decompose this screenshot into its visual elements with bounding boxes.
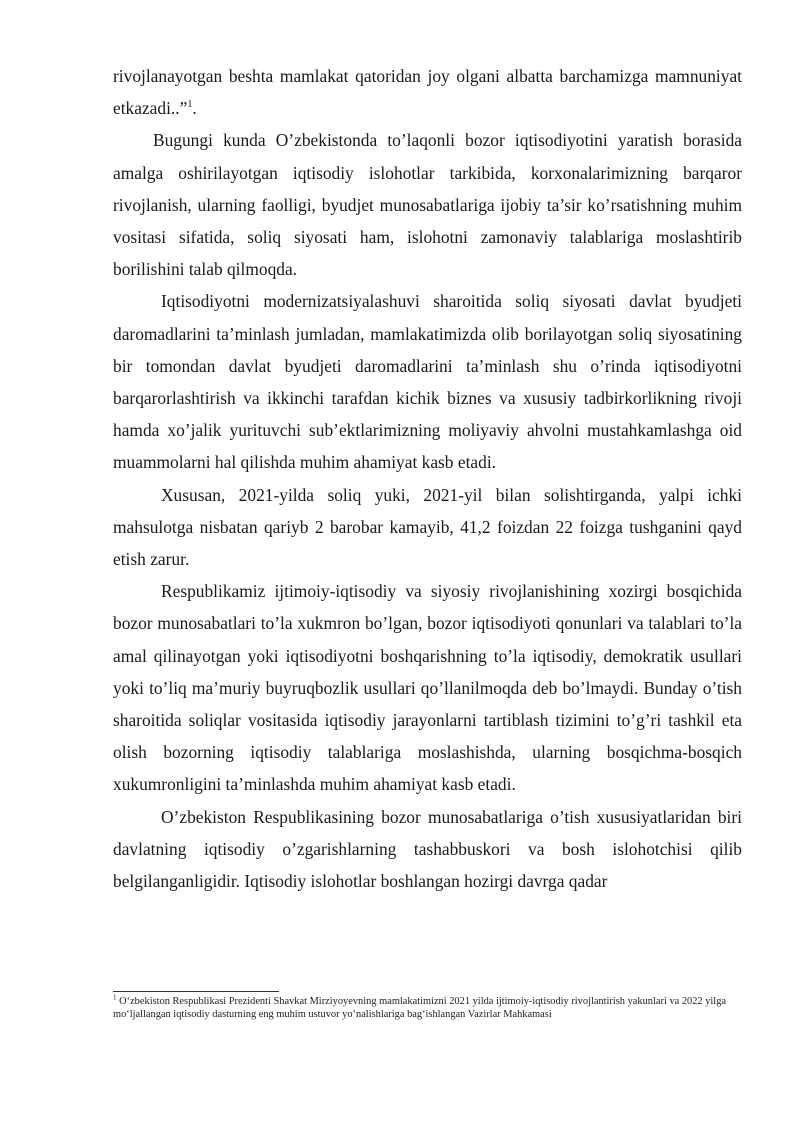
paragraph-4: Xususan, 2021-yilda soliq yuki, 2021-yil bilan solishtirganda, yalpi ichki mahsulotga nisbatan qariyb 2 barobar kamayib, 41,2 foizdan 22 foizga tushganini qayd etish zarur. bbox=[113, 484, 742, 570]
paragraph-5: Respublikamiz ijtimoiy-iqtisodiy va siyosiy rivojlanishining xozirgi bosqichida bozor munosabatlari to’la xukmron bo’lgan, bozor iqtisodiyoti qonunlari va talablari to’la amal qilinayotgan yoki iqtisodiyotni boshqarishning to’la iqtisodiy, demokratik usullari yoki to’liq ma’muriy buyruqbozlik usullari qo’llanilmoqda deb bo’lmaydi. Bunday o’tish sharoitida soliqlar vositasida iqtisodiy jarayonlarni tartiblash tizimini to’g’ri tashkil eta olish bozorning iqtisodiy talablariga moslashishda, ularning bosqichma-bosqich xukumronligini ta’minlashda muhim ahamiyat kasb etadi. bbox=[113, 581, 742, 795]
footnote bbox=[113, 995, 742, 1021]
paragraph-6: O’zbekiston Respublikasining bozor munosabatlariga o’tish xususiyatlaridan biri davlatning iqtisodiy o’zgarishlarning tashabbuskori va bosh islohotchisi qilib belgilanganligidir. Iqtisodiy islohotlar boshlangan hozirgi davrga qadar bbox=[113, 806, 742, 892]
paragraph-2: Bugungi kunda O’zbekistonda to’laqonli bozor iqtisodiyotini yaratish borasida amalga oshirilayotgan iqtisodiy islohotlar tarkibida, korxonalarimizning barqaror rivojlanish, ularning faolligi, byudjet munosabatlariga ijobiy ta’sir ko’rsatishning muhim vositasi sifatida, soliq siyosati ham, islohotni zamonaviy talablariga moslashtirib borilishini talab qilmoqda. bbox=[113, 130, 742, 280]
paragraph-1-text: rivojlanayotgan beshta mamlakat qatoridan joy olgani albatta barchamizga mamnuniyat etkazadi..” bbox=[113, 66, 742, 119]
paragraph-1 bbox=[113, 60, 742, 124]
footnote-mark: 1 bbox=[113, 993, 117, 1002]
paragraph-3: Iqtisodiyotni modernizatsiyalashuvi sharoitida soliq siyosati davlat byudjeti daromadlarini ta’minlash jumladan, mamlakatimizda olib borilayotgan soliq siyosatining bir tomondan davlat byudjeti daromadlarini ta’minlash shu o’rinda iqtisodiyotni barqarorlashtirish va ikkinchi tarafdan kichik biznes va xususiy tadbirkorlikning rivoji hamda xo’jalik yurituvchi sub’ektlarimizning moliyaviy ahvolni mustahkamlashga oid muammolarni hal qilishda muhim ahamiyat kasb etadi. bbox=[113, 291, 742, 473]
footnote-text: O‘zbekiston Respublikasi Prezidenti Shavkat Mirziyoyevning mamlakatimizni 2021 yilda ijtimoiy-iqtisodiy rivojlantirish yakunlari va 2022 yilga mo‘ljallangan iqtisodiy dasturning eng muhim ustuvor yo‘nalishlariga bag‘ishlangan Vazirlar Mahkamasi bbox=[113, 996, 726, 1021]
document-body bbox=[113, 60, 742, 897]
footnote-reference[interactable]: 1 bbox=[187, 99, 193, 111]
paragraph-1-tail: . bbox=[192, 98, 197, 119]
footnote-divider bbox=[113, 991, 279, 992]
